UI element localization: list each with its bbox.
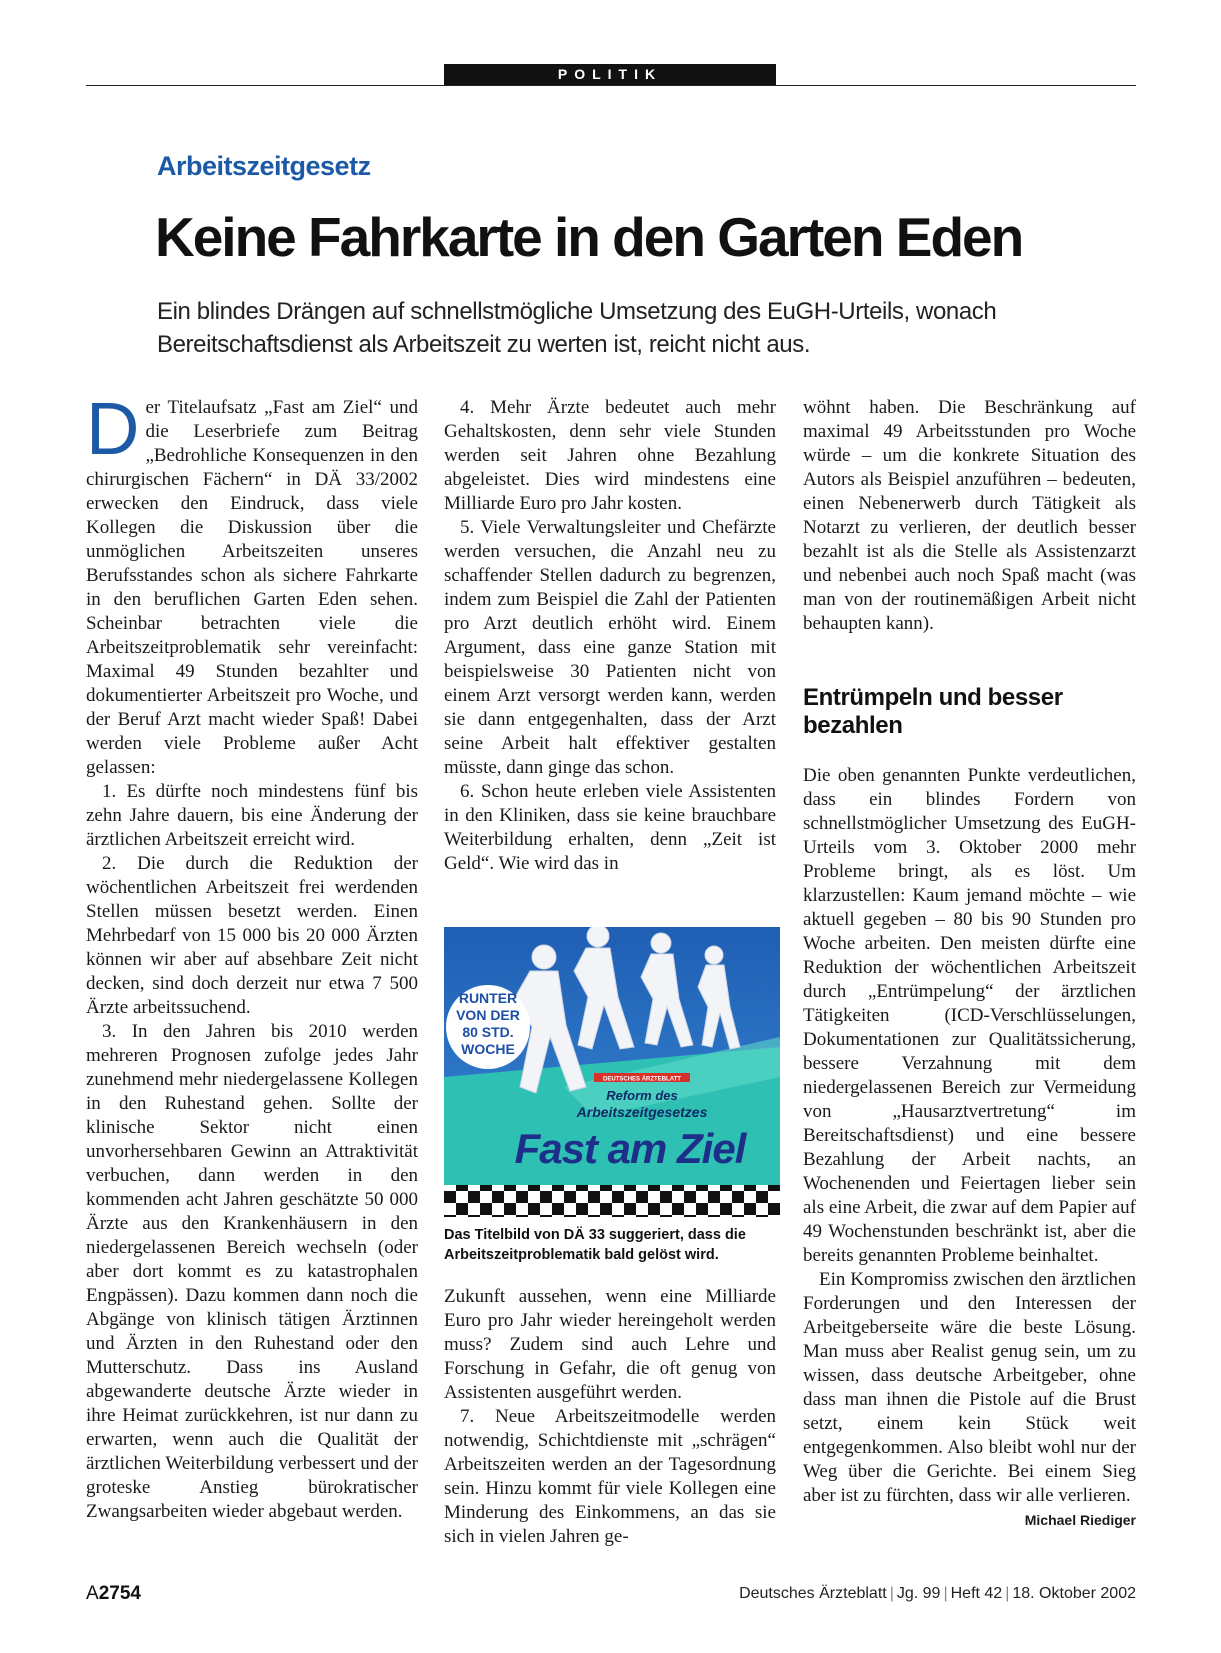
article-column-2 — [444, 396, 776, 876]
journal-volume: Jg. 99 — [896, 1585, 941, 1602]
publication-info: Deutsches Ärzteblatt | Jg. 99 | Heft 42 | 18. Oktober 2002 — [739, 1585, 1136, 1602]
journal-name: Deutsches Ärzteblatt — [739, 1585, 887, 1602]
article-column-1 — [86, 387, 418, 1524]
paragraph: 4. Mehr Ärzte bedeutet auch mehr Gehaltskosten, denn sehr viele Stunden werden seit Jahren ohne Bezahlung abgeleistet. Dies wird mindestens eine Milliarde Euro pro Jahr kosten. — [444, 397, 776, 514]
cover-subtitle-1: Reform des — [606, 1088, 678, 1103]
paragraph: Zukunft aussehen, wenn eine Milliarde Euro pro Jahr wieder hereingeholt werden muss? Zudem sind auch Lehre und Forschung in Gefahr, die oft genug von Assistenten ausgeführt werden. — [444, 1286, 776, 1403]
page-number-value: 2754 — [98, 1583, 141, 1604]
paragraph: er Titelaufsatz „Fast am Ziel“ und die Leserbriefe zum Beitrag „Bedrohliche Konsequenzen in den chirurgischen Fächern“ in DÄ 33/2002 erwecken den Eindruck, dass viele Kollegen die Diskussion über die unmöglichen Arbeitszeiten unseres Berufsstandes schon als sichere Fahrkarte in den beruflichen Garten Eden sehen. Scheinbar betrachten viele die Arbeitszeitproblematik sehr vereinfacht: Maximal 49 Stunden bezahlter und dokumentierter Arbeitszeit pro Woche, und der Beruf Arzt macht wieder Spaß! Dabei werden viele Probleme außer Acht gelassen: — [86, 397, 418, 778]
paragraph: wöhnt haben. Die Beschränkung auf maximal 49 Arbeitsstunden pro Woche würde – um die konkrete Situation des Autors als Beispiel anzuführen – bedeuten, einen Nebenerwerb durch Tätigkeit als Notarzt zu verlieren, der deutlich besser bezahlt ist als die Stelle als Assistenzarzt und nebenbei auch noch Spaß macht (was man von der routinemäßigen Arbeit nicht behaupten kann). — [803, 397, 1136, 634]
figure-caption: Das Titelbild von DÄ 33 suggeriert, dass die Arbeitszeitproblematik bald gelöst wird. — [444, 1227, 746, 1263]
cover-image — [444, 927, 780, 1217]
paragraph: 7. Neue Arbeitszeitmodelle werden notwendig, Schichtdienste mit „schrägen“ Arbeitszeiten werden an der Tagesordnung sein. Hinzu kommt für viele Kollegen eine Minderung des Einkommens, an das sie sich in vielen Jahren ge- — [444, 1406, 776, 1547]
drop-cap: D — [86, 387, 140, 470]
cover-title: Fast am Ziel — [514, 1125, 746, 1172]
cover-subtitle-2: Arbeitszeitgesetzes — [576, 1104, 708, 1120]
journal-date: 18. Oktober 2002 — [1012, 1585, 1136, 1602]
header-rule — [86, 85, 1136, 86]
paragraph: 5. Viele Verwaltungsleiter und Chefärzte werden versuchen, die Anzahl neu zu schaffender Stellen dadurch zu begrenzen, indem zum Beispiel die Zahl der Patienten pro Arzt deutlich erhöht wird. Einem Argument, dass eine ganze Station mit beispielsweise 30 Patienten nicht von einem Arzt versorgt werden kann, werden sie dann entgegenhalten, dass der Arzt seine Arbeit halt effektiver gestalten müsste, dann ginge das schon. — [444, 517, 776, 778]
journal-issue: Heft 42 — [950, 1585, 1003, 1602]
cover-illustration — [444, 927, 780, 1217]
paragraph-text: Ein Kompromiss zwischen den ärztlichen Forderungen und den Interessen der Arbeitgeberseite wäre die beste Lösung. Man muss aber Realist genug sein, um zu wissen, dass deutsche Arbeitgeber, ohne dass man ihnen die Pistole auf die Brust setzt, einem kein Stück weit entgegenkommen. Also bleibt wohl nur der Weg über die Gerichte. Bei einem Sieg aber ist zu fürchten, dass wir alle verlieren. — [803, 1269, 1136, 1506]
article-subheading: Entrümpeln und besser bezahlen — [803, 684, 1063, 739]
article-lead: Ein blindes Drängen auf schnellstmögliche Umsetzung des EuGH-Urteils, wonach Bereitschaftsdienst als Arbeitszeit zu werten ist, reicht nicht aus. — [157, 298, 997, 358]
article-kicker: Arbeitszeitgesetz — [157, 151, 371, 181]
page-prefix: A — [86, 1583, 99, 1604]
badge — [446, 985, 530, 1069]
author-name: Michael Riediger — [1024, 1512, 1136, 1528]
paragraph: 6. Schon heute erleben viele Assistenten in den Kliniken, dass sie keine brauchbare Weiterbildung erhalten, denn „Zeit ist Geld“. Wie wird das in — [444, 781, 776, 874]
paragraph: 1. Es dürfte noch mindestens fünf bis zehn Jahre dauern, bis eine Änderung der ärztlichen Arbeitszeit erreicht wird. — [86, 781, 418, 850]
paragraph — [803, 1268, 1136, 1528]
article-headline: Keine Fahrkarte in den Garten Eden — [155, 206, 1023, 268]
paragraph: 3. In den Jahren bis 2010 werden mehreren Prognosen zufolge jedes Jahr zunehmend mehr niedergelassene Kollegen in den Ruhestand gehen. Sollte der klinische Sektor nicht einen unvorhersehbaren Gewinn an Attraktivität verbuchen, dann werden in den kommenden acht Jahren geschätzte 50 000 Ärzte aus den Krankenhäusern in den niedergelassenen Bereich wechseln (oder aber dort kommt es zu katastrophalen Engpässen). Dazu kommen dann noch die Abgänge von klinisch tätigen Ärztinnen und Ärzten in den Ruhestand oder den Mutterschutz. Dass ins Ausland abgewanderte deutsche Ärzte wieder in ihre Heimat zurückkehren, ist nur dann zu erwarten, wenn auch die Qualität der ärztlichen Weiterbildung verbessert und der groteske Anstieg bürokratischer Zwangsarbeiten wieder abgebaut werden. — [86, 1021, 418, 1522]
paragraph: Die oben genannten Punkte verdeutlichen, dass ein blindes Fordern von schnellstmöglicher Umsetzung des EuGH-Urteils vom 3. Oktober 2000 mehr Probleme bringt, als es löst. Um klarzustellen: Kaum jemand möchte – wie aktuell gegeben – 80 bis 90 Stunden pro Woche arbeiten. Den meisten dürfte eine Reduktion der wöchentlichen Arbeitszeit durch „Entrümpelung“ der ärztlichen Tätigkeiten (ICD-Verschlüsselungen, Dokumentationen zur Qualitätssicherung, bessere Verzahnung mit dem niedergelassenen Bereich zur Vermeidung von „Hausarztvertretung“ im Bereitschaftsdienst) und eine bessere Bezahlung der Arbeit nachts, an Wochenenden und Feiertagen lieber sein als eine Arbeit, die zwar auf dem Papier auf 49 Wochenstunden beschränkt ist, aber die bereits genannten Probleme beinhaltet. — [803, 765, 1136, 1266]
badge-line: RUNTER — [458, 990, 518, 1006]
section-label: POLITIK — [444, 64, 776, 85]
article-column-3 — [803, 396, 1136, 1532]
paragraph: 2. Die durch die Reduktion der wöchentlichen Arbeitszeit frei werdenden Stellen müssen besetzt werden. Einen Mehrbedarf von 15 000 bis 20 000 Ärzten können wir aber auf absehbare Zeit nicht decken, sind doch derzeit nur etwa 7 500 Ärzte arbeitssuchend. — [86, 853, 418, 1018]
finish-line — [444, 1185, 780, 1217]
badge-line: WOCHE — [461, 1041, 515, 1057]
page-number — [86, 1583, 141, 1605]
badge-line: VON DER — [456, 1007, 520, 1023]
cover-ribbon-text: DEUTSCHES ÄRZTEBLATT — [603, 1076, 681, 1083]
badge-line: 80 STD. — [462, 1024, 514, 1040]
article-column-2-continued — [444, 1285, 776, 1549]
